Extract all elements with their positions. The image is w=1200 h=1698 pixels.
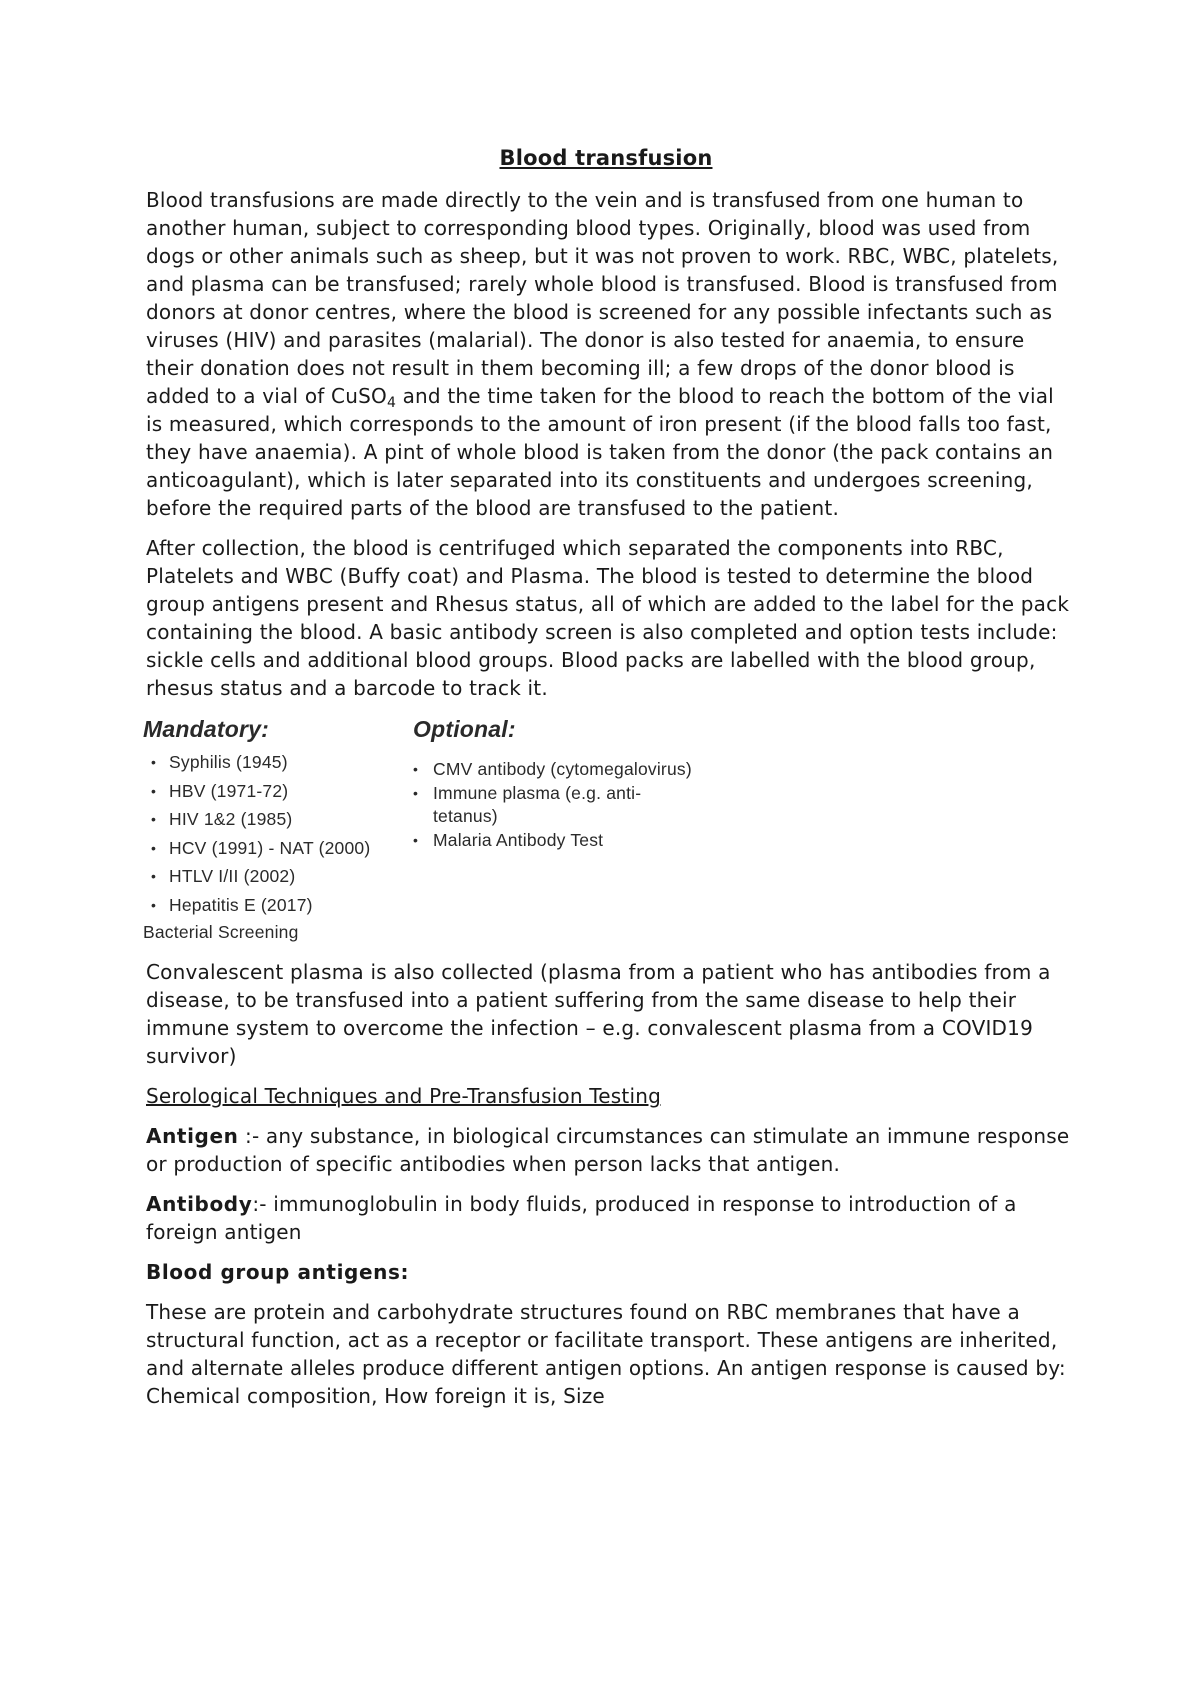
optional-list	[413, 758, 693, 852]
list-item	[143, 891, 403, 920]
optional-tests-column	[413, 714, 693, 852]
bullet-icon: •	[413, 761, 419, 777]
bullet-icon: •	[151, 839, 157, 856]
list-item	[413, 782, 693, 829]
list-item	[143, 777, 403, 806]
section-heading: Serological Techniques and Pre-Transfusion Testing	[146, 1084, 661, 1108]
list-item-text: HCV (1991) - NAT (2000)	[169, 837, 371, 858]
antibody-definition-text: :- immunoglobulin in body fluids, produced in response to introduction of a foreign antigen	[146, 1192, 1017, 1244]
document-body	[143, 144, 1076, 1422]
intro-paragraph	[146, 186, 1076, 522]
collection-paragraph: After collection, the blood is centrifuged which separated the components into RBC, Platelets and WBC (Buffy coat) and Plasma. The blood is tested to determine the blood group antigens present and Rhesus status, all of which are added to the label for the pack containing the blood. A basic antibody screen is also completed and option tests include: sickle cells and additional blood groups. Blood packs are labelled with the blood group, rhesus status and a barcode to track it.	[146, 536, 1070, 700]
screening-tests-figure	[143, 714, 1076, 950]
list-item-text: Syphilis (1945)	[169, 752, 288, 772]
list-item-text: Hepatitis E (2017)	[169, 894, 313, 915]
list-item	[143, 862, 403, 891]
page-title: Blood transfusion	[499, 146, 713, 170]
bullet-icon: •	[151, 811, 157, 827]
convalescent-paragraph: Convalescent plasma is also collected (plasma from a patient who has antibodies from a disease, to be transfused into a patient suffering from the same disease to help their immune system to overcome the infection – e.g. convalescent plasma from a COVID19 survivor)	[146, 960, 1051, 1068]
blood-group-heading: Blood group antigens:	[146, 1260, 410, 1284]
list-item-text: Immune plasma (e.g. anti-tetanus)	[433, 782, 642, 826]
blood-group-paragraph: These are protein and carbohydrate structures found on RBC membranes that have a structural function, act as a receptor or facilitate transport. These antigens are inherited, and alternate alleles produce different antigen options. An antigen response is caused by: Chemical composition, How foreign it is, Size	[146, 1300, 1066, 1408]
bullet-icon: •	[151, 868, 157, 884]
list-item-text: Malaria Antibody Test	[433, 829, 604, 850]
list-item	[413, 829, 693, 853]
intro-text-part2: and the time taken for the blood to reach the bottom of the vial is measured, which corresponds to the amount of iron present (if the blood falls too fast, they have anaemia). A pint of whole blood is taken from the donor (the pack contains an anticoagulant), which is later separated into its constituents and undergoes screening, before the required parts of the blood are transfused to the patient.	[146, 384, 1054, 520]
intro-text-part1: Blood transfusions are made directly to the vein and is transfused from one human to another human, subject to corresponding blood types. Originally, blood was used from dogs or other animals such as sheep, but it was not proven to work. RBC, WBC, platelets, and plasma can be transfused; rarely whole blood is transfused. Blood is transfused from donors at donor centres, where the blood is screened for any possible infectants such as viruses (HIV) and parasites (malarial). The donor is also tested for anaemia, to ensure their donation does not result in them becoming ill; a few drops of the donor blood is added to a vial of CuSO	[146, 188, 1059, 408]
bullet-icon: •	[413, 831, 419, 848]
subscript-4: 4	[386, 395, 397, 411]
mandatory-tests-column	[143, 714, 403, 945]
antigen-term: Antigen	[146, 1124, 239, 1148]
list-item	[143, 834, 403, 863]
mandatory-list	[143, 748, 403, 919]
bullet-icon: •	[413, 784, 419, 801]
bullet-icon: •	[151, 782, 157, 799]
optional-heading: Optional:	[413, 716, 516, 742]
antibody-definition	[146, 1190, 1076, 1246]
list-item	[143, 805, 403, 834]
list-item-text: CMV antibody (cytomegalovirus)	[433, 759, 692, 779]
list-item-text: HTLV I/II (2002)	[169, 866, 296, 886]
mandatory-heading: Mandatory:	[143, 716, 269, 742]
list-item	[413, 758, 693, 782]
bullet-icon: •	[151, 896, 157, 913]
antigen-definition	[146, 1122, 1076, 1178]
mandatory-footer: Bacterial Screening	[143, 922, 299, 942]
antigen-definition-text: :- any substance, in biological circumstances can stimulate an immune response or production of specific antibodies when person lacks that antigen.	[146, 1124, 1070, 1176]
list-item-text: HBV (1971-72)	[169, 780, 289, 801]
antibody-term: Antibody	[146, 1192, 253, 1216]
list-item	[143, 748, 403, 777]
list-item-text: HIV 1&2 (1985)	[169, 809, 293, 829]
bullet-icon: •	[151, 754, 157, 770]
